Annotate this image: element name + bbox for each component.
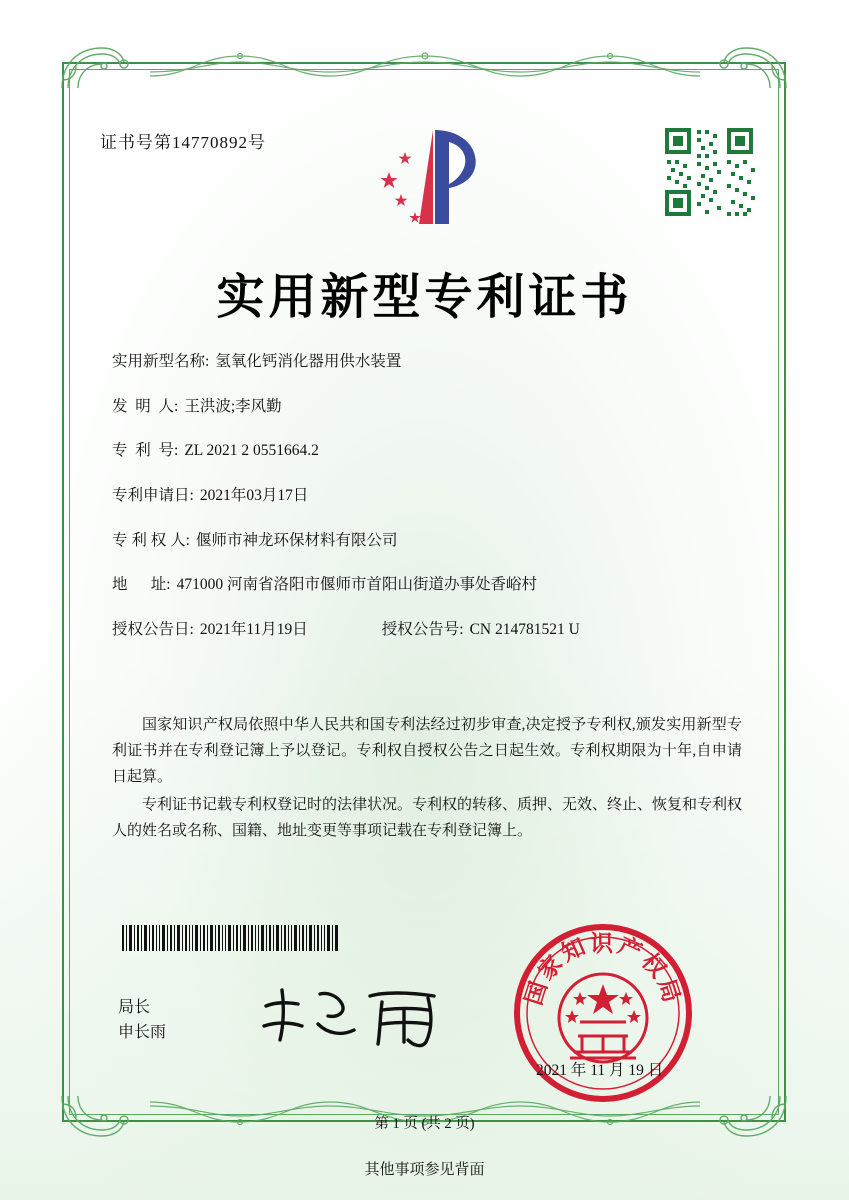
page-title: 实用新型专利证书 [216,269,633,325]
announcement-date-value: 2021年11月19日 [199,620,308,638]
director-block [118,995,166,1045]
director-title: 局长 [118,999,151,1016]
announcement-number-label: 授权公告号: [381,620,464,638]
handwritten-signature-icon [258,980,458,1050]
field-row [112,486,752,506]
field-label: 专利申请日: [112,486,194,504]
field-row [112,397,752,417]
paragraph: 专利证书记载专利权登记时的法律状况。专利权的转移、质押、无效、终止、恢复和专利权人的姓名或名称、国籍、地址变更等事项记载在专利登记簿上。 [112,797,743,839]
field-label: 实用新型名称: [112,353,210,370]
announcement-number-value: CN 214781521 U [469,620,580,638]
field-label: 发 明 人: [112,397,179,415]
corner-flourish-icon [58,40,136,92]
field-row [112,352,752,372]
barcode-icon [122,925,338,951]
corner-flourish-icon [712,40,790,92]
field-value: 2021年03月17日 [199,486,309,504]
legal-text [112,712,742,846]
certificate-fields [112,352,752,656]
field-row-announcement [112,620,752,640]
announcement-date-label: 授权公告日: [112,620,194,638]
paragraph: 国家知识产权局依照中华人民共和国专利法经过初步审查,决定授予专利权,颁发实用新型专利证书并在专利登记簿上予以登记。专利权自授权公告之日起生效。专利权期限为十年,自申请日起算。 [112,717,742,785]
qr-code-icon [663,126,755,218]
back-side-note: 其他事项参见背面 [364,1162,485,1178]
field-label: 专 利 权 人: [112,531,190,549]
field-value: 氢氧化钙消化器用供水装置 [215,353,402,370]
field-value: 471000 河南省洛阳市偃师市首阳山街道办事处香峪村 [176,576,537,594]
field-row [112,575,752,595]
issue-date: 2021 年 11 月 19 日 [536,1062,664,1079]
field-label: 地 址: [112,576,171,594]
certificate-number: 证书号第14770892号 [100,133,266,152]
top-edge-ornament-icon [150,46,700,80]
svg-text:国家知识产权局: 国家知识产权局 [519,930,687,1009]
cnipa-logo-icon [375,128,487,232]
field-value: ZL 2021 2 0551664.2 [184,442,319,460]
field-value: 偃师市神龙环保材料有限公司 [195,531,398,549]
page-number: 第 1 页 (共 2 页) [374,1116,475,1132]
director-name: 申长雨 [118,1024,167,1041]
field-value: 王洪波;李风勤 [184,397,282,415]
field-label: 专 利 号: [112,442,179,460]
field-row [112,441,752,461]
field-row [112,531,752,551]
